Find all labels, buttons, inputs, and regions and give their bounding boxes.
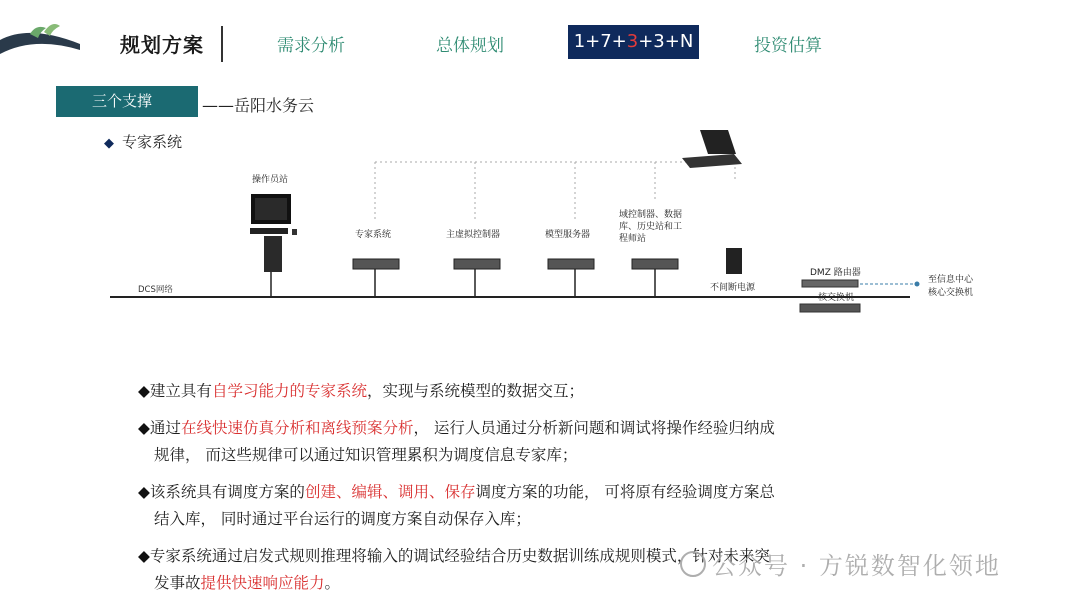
item-text-a: 专家系统通过启发式规则推理将输入的调试经验结合历史数据训练成规则模式，针对未来突 xyxy=(149,547,770,565)
dest-label-1: 至信息中心 xyxy=(928,275,974,285)
expert-server-icon xyxy=(353,259,399,269)
domain-ctrl-server-icon xyxy=(632,259,678,269)
main-virtual-server-icon xyxy=(454,259,500,269)
tab-requirements[interactable]: 需求分析 xyxy=(277,36,345,56)
ups-icon xyxy=(726,248,742,274)
model-server-icon xyxy=(548,259,594,269)
domain-ctrl-label-2: 库、历史站和工 xyxy=(619,222,683,232)
diamond-bullet-icon: ◆ xyxy=(138,483,150,501)
diamond-bullet-icon: ◆ xyxy=(138,419,150,437)
item-text-c: ，实现与系统模型的数据交互； xyxy=(366,382,584,400)
page-title: 规划方案 xyxy=(120,33,204,57)
network-diagram xyxy=(0,120,1080,320)
dest-label-2: 核心交换机 xyxy=(928,288,974,298)
operator-label: 操作员站 xyxy=(252,175,289,185)
item-text-a: 通过 xyxy=(149,419,181,437)
item-text-d: 结入库， 同时通过平台运行的调度方案自动保存入库； xyxy=(154,510,531,528)
section-tag: 三个支撑 xyxy=(56,86,198,117)
tab-investment[interactable]: 投资估算 xyxy=(754,36,822,56)
title-divider xyxy=(221,26,223,62)
section-subtitle: ——岳阳水务云 xyxy=(202,96,315,115)
dmz-label: DMZ 路由器 xyxy=(810,268,861,278)
list-item xyxy=(138,415,908,469)
domain-ctrl-label-1: 域控制器、数据 xyxy=(619,210,683,220)
dcs-label: DCS网络 xyxy=(138,285,173,295)
domain-ctrl-label-3: 程师站 xyxy=(619,234,647,244)
watermark xyxy=(680,546,1001,581)
main-virtual-label: 主虚拟控制器 xyxy=(446,230,501,240)
logo-wave-icon xyxy=(0,10,80,56)
item-text-dc: 。 xyxy=(324,574,341,592)
watermark-text: 公众号 · 方锐数智化领地 xyxy=(712,552,1001,580)
list-item xyxy=(138,479,908,533)
tab-active-red: 3 xyxy=(626,31,639,52)
model-server-label: 模型服务器 xyxy=(545,230,591,240)
item-text-d: 规律， 而这些规律可以通过知识管理累积为调度信息专家库； xyxy=(154,446,578,464)
list-item xyxy=(138,378,908,405)
item-highlight: 创建、编辑、调用、保存 xyxy=(304,483,476,501)
diamond-bullet-icon: ◆ xyxy=(138,547,150,565)
dmz-router-icon xyxy=(802,280,858,287)
diamond-bullet-icon: ◆ xyxy=(104,136,114,151)
item-text-c: ， 运行人员通过分析新问题和调试将操作经验归纳成 xyxy=(413,419,775,437)
item-text-c: 调度方案的功能， 可将原有经验调度方案总 xyxy=(475,483,775,501)
item-text-a: 该系统具有调度方案的 xyxy=(149,483,305,501)
tab-overall-plan[interactable]: 总体规划 xyxy=(436,36,504,56)
expert-system-heading-label: 专家系统 xyxy=(122,133,183,151)
ups-label: 不间断电源 xyxy=(710,283,756,293)
item-text-a: 建立具有 xyxy=(149,382,212,400)
switch-label: 核交换机 xyxy=(818,293,855,303)
console-kvm-icon xyxy=(682,130,742,168)
item-highlight: 提供快速响应能力 xyxy=(200,574,325,592)
item-highlight: 自学习能力的专家系统 xyxy=(211,382,367,400)
diamond-bullet-icon: ◆ xyxy=(138,382,150,400)
item-text-da: 发事故 xyxy=(154,574,201,592)
tab-active-framework[interactable] xyxy=(568,25,699,59)
wechat-icon xyxy=(680,551,706,577)
item-highlight: 在线快速仿真分析和离线预案分析 xyxy=(180,419,414,437)
expert-label: 专家系统 xyxy=(355,230,392,240)
core-switch-icon xyxy=(800,304,860,312)
tab-active-pre: 1+7+ xyxy=(573,31,627,52)
operator-workstation-icon xyxy=(250,194,297,272)
tab-active-post: +3+N xyxy=(638,31,694,52)
